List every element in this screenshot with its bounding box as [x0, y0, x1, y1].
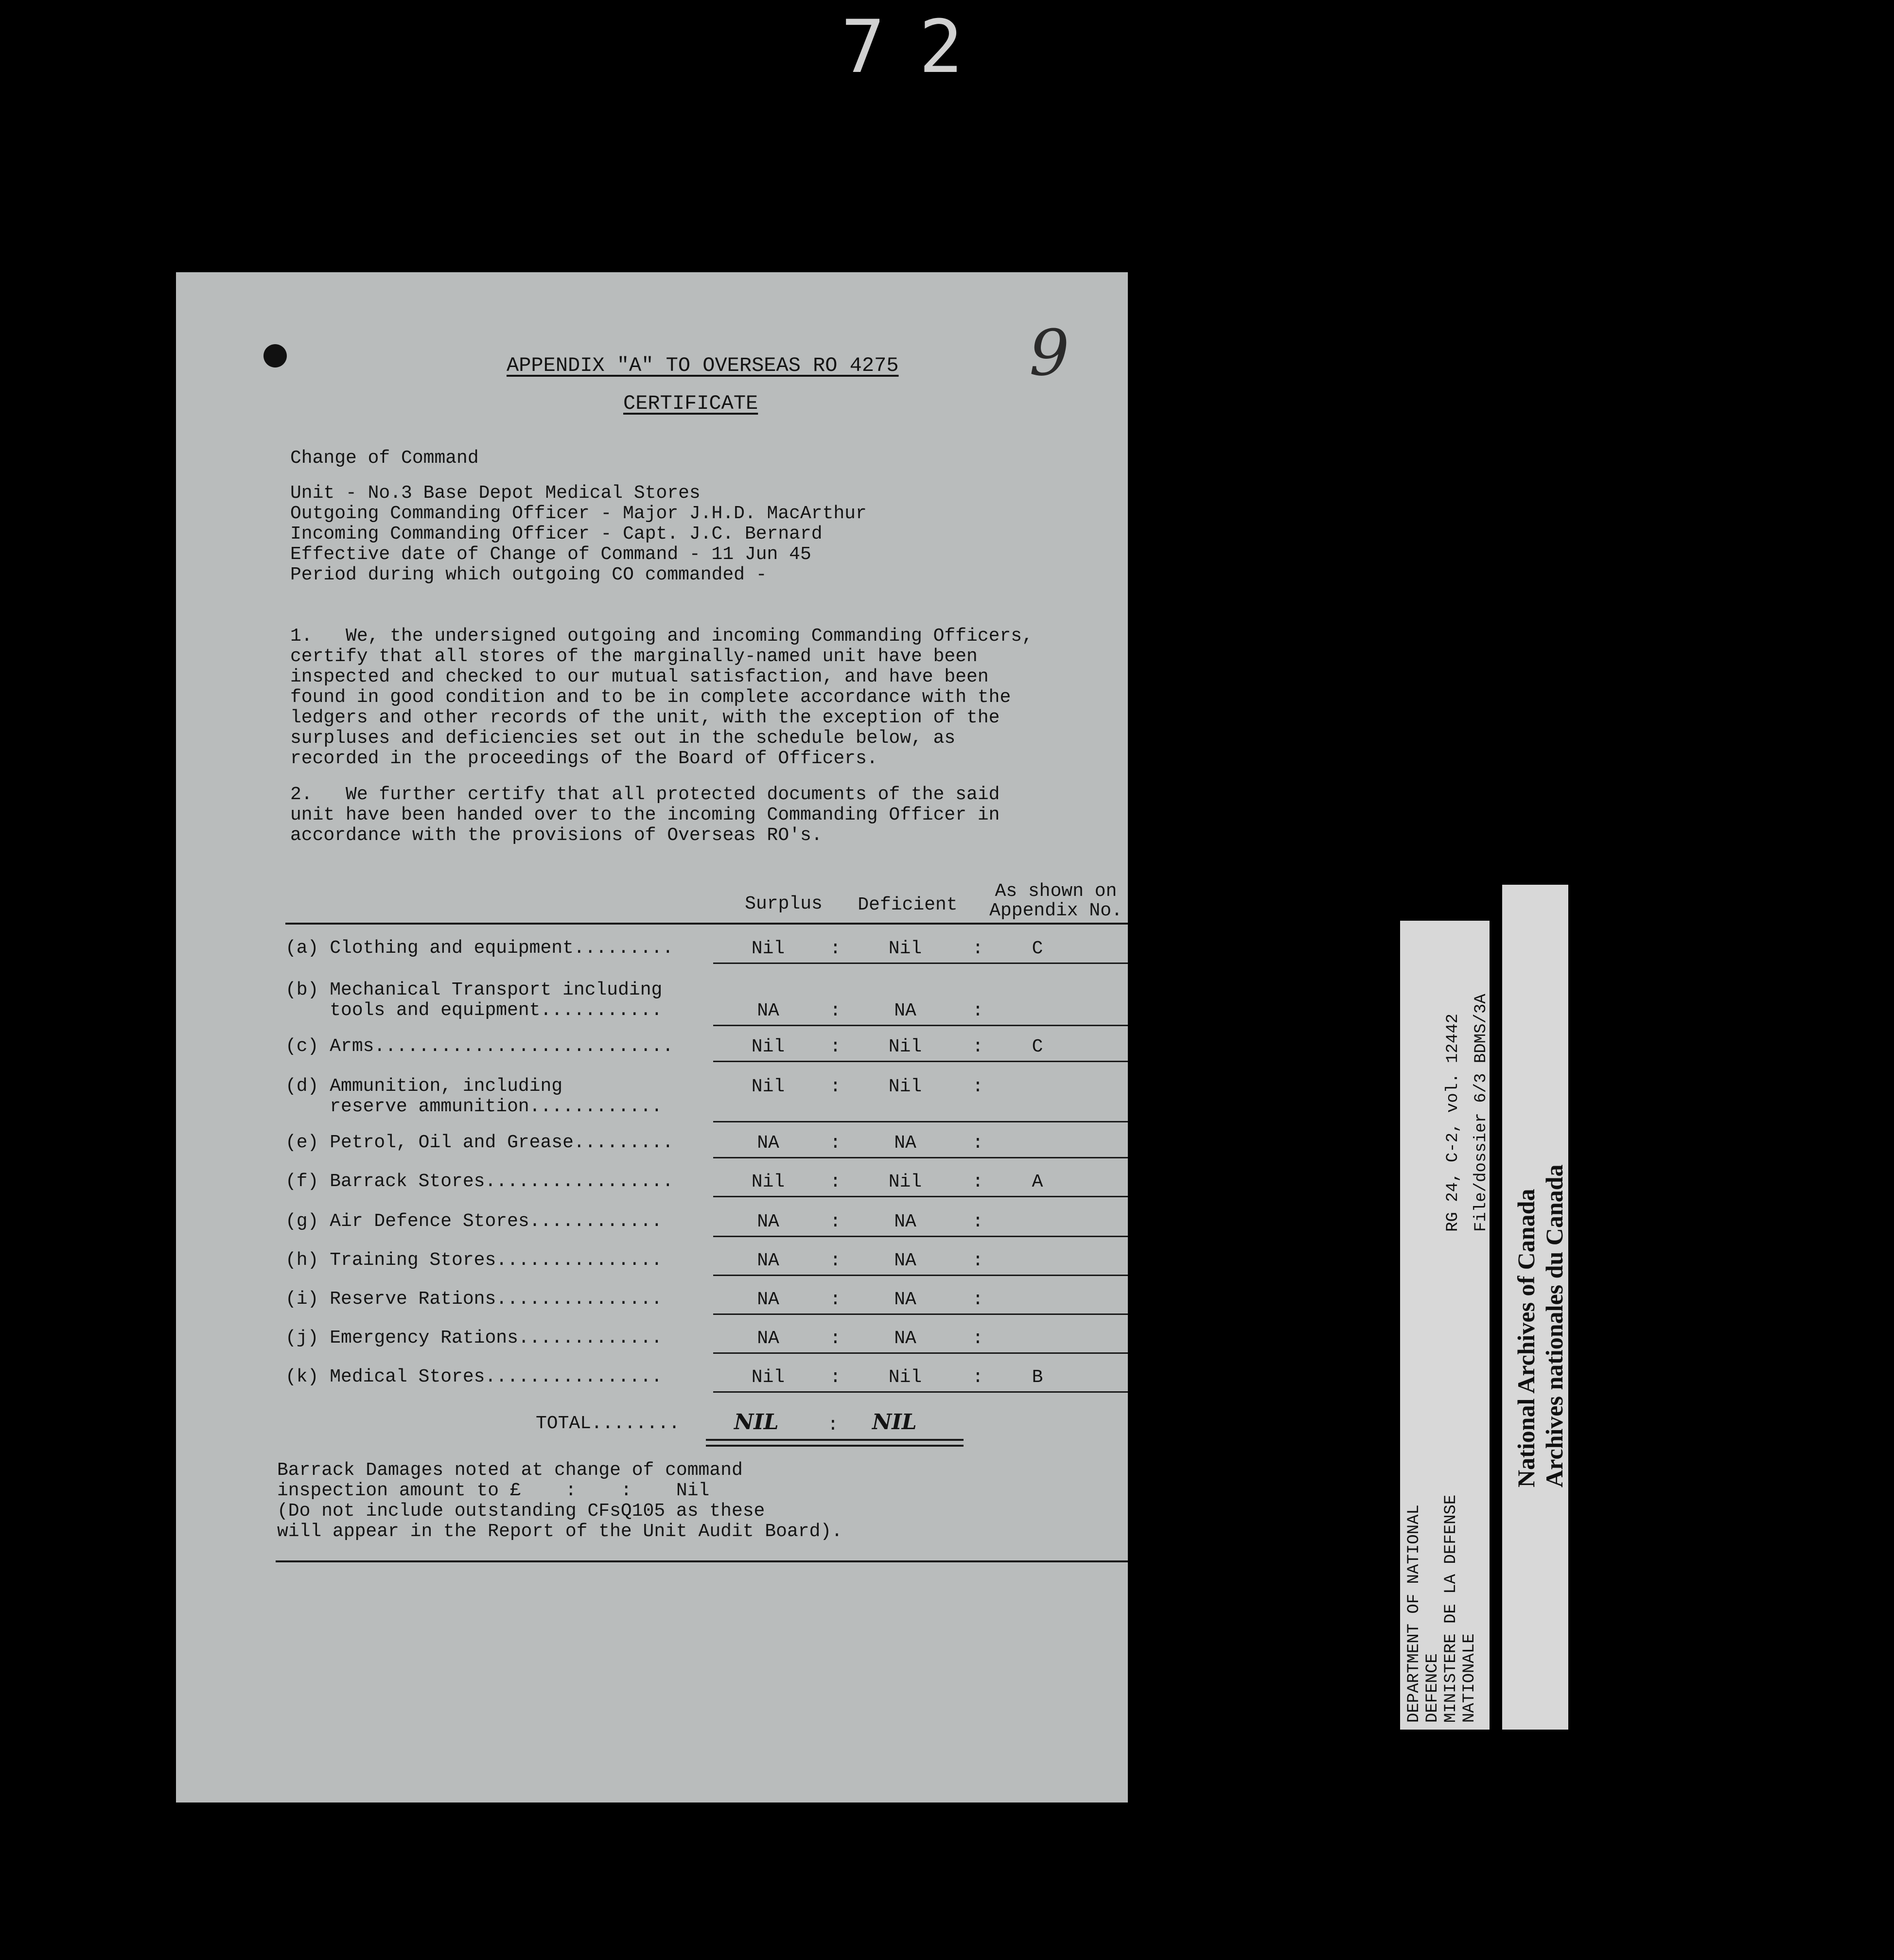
change-of-command-title: Change of Command	[290, 448, 479, 469]
table-header-rule	[285, 923, 1128, 925]
row-rule	[713, 1061, 1128, 1062]
row-rule	[713, 1352, 1128, 1354]
row-separator: :	[972, 938, 983, 959]
row-appendix: B	[1032, 1367, 1043, 1388]
row-label: (i) Reserve Rations...............	[285, 1289, 663, 1310]
row-surplus: NA	[757, 1328, 779, 1349]
archives-stamp-english: National Archives of Canada	[1512, 1189, 1540, 1488]
department-line-3: MINISTERE DE LA DEFENSE	[1442, 1494, 1460, 1723]
row-deficient: Nil	[888, 1036, 922, 1057]
row-surplus: Nil	[751, 938, 785, 959]
row-separator: :	[830, 1328, 841, 1349]
paragraph-1: 1. We, the undersigned outgoing and incoming Commanding Officers, certify that all stores of the marginally-named unit have been inspected and checked to our mutual satisfaction, and have been found in good condition and to be in complete accordance with the ledgers and other records of the unit, with the exception of the surpluses and deficiencies set out in the schedule below, as recorded in the proceedings of the Board of Officers.	[290, 626, 1033, 769]
row-separator: :	[972, 1076, 983, 1097]
total-label: TOTAL........	[536, 1413, 680, 1434]
row-separator: :	[972, 1000, 983, 1021]
row-deficient: Nil	[888, 1367, 922, 1388]
row-surplus: Nil	[751, 1076, 785, 1097]
total-separator: :	[827, 1415, 839, 1435]
archives-stamp	[1502, 885, 1568, 1730]
unit-line: Unit - No.3 Base Depot Medical Stores	[290, 483, 701, 504]
row-separator: :	[972, 1289, 983, 1310]
total-rule-top	[706, 1439, 964, 1441]
row-separator: :	[830, 1133, 841, 1154]
microfilm-frame-number: 72	[841, 5, 997, 89]
row-label: (g) Air Defence Stores............	[285, 1211, 663, 1232]
row-label: (b) Mechanical Transport including tools and equipment...........	[285, 980, 663, 1021]
row-separator: :	[972, 1250, 983, 1271]
row-separator: :	[972, 1367, 983, 1388]
row-separator: :	[972, 1211, 983, 1232]
row-separator: :	[830, 1036, 841, 1057]
effective-date-line: Effective date of Change of Command - 11 Jun 45	[290, 544, 811, 565]
closing-rule	[276, 1560, 1128, 1562]
row-deficient: NA	[894, 1328, 916, 1349]
row-label: (j) Emergency Rations.............	[285, 1328, 663, 1348]
row-separator: :	[830, 938, 841, 959]
department-line-4: NATIONALE	[1460, 1633, 1479, 1723]
archive-reference-label	[1400, 921, 1490, 1730]
row-rule	[713, 1313, 1128, 1315]
row-surplus: Nil	[751, 1036, 785, 1057]
row-deficient: Nil	[888, 938, 922, 959]
row-surplus: NA	[757, 1289, 779, 1310]
column-appendix-line1: As shown on	[995, 881, 1117, 902]
paragraph-2: 2. We further certify that all protected documents of the said unit have been handed over to the incoming Commanding Officer in accordance with the provisions of Overseas RO's.	[290, 784, 1000, 846]
row-separator: :	[830, 1289, 841, 1310]
row-rule	[713, 1157, 1128, 1158]
row-rule	[713, 1121, 1128, 1122]
row-surplus: NA	[757, 1000, 779, 1021]
document-heading: APPENDIX "A" TO OVERSEAS RO 4275	[507, 354, 899, 377]
barrack-damages-note: Barrack Damages noted at change of command inspection amount to £ : : Nil (Do not include outstanding CFsQ105 as these will appear in the Report of the Unit Audit Board).	[277, 1460, 842, 1542]
archives-stamp-french: Archives nationales du Canada	[1541, 1164, 1568, 1488]
row-separator: :	[830, 1172, 841, 1192]
row-separator: :	[830, 1076, 841, 1097]
row-deficient: NA	[894, 1289, 916, 1310]
row-separator: :	[830, 1250, 841, 1271]
folio-number: 9	[1029, 316, 1070, 390]
row-separator: :	[972, 1036, 983, 1057]
row-separator: :	[972, 1328, 983, 1349]
column-deficient: Deficient	[858, 894, 958, 915]
row-rule	[713, 1236, 1128, 1237]
row-deficient: NA	[894, 1211, 916, 1232]
row-rule	[713, 1025, 1128, 1026]
punch-hole	[263, 344, 287, 368]
row-appendix: A	[1032, 1172, 1043, 1192]
row-appendix: C	[1032, 1036, 1043, 1057]
certificate-page	[176, 272, 1128, 1802]
reference-line-2: File/dossier 6/3 BDMS/3A	[1472, 994, 1491, 1232]
reference-line-1: RG 24, C-2, vol. 12442	[1444, 1014, 1462, 1232]
certificate-title: CERTIFICATE	[623, 392, 758, 415]
row-label: (e) Petrol, Oil and Grease.........	[285, 1132, 674, 1153]
row-separator: :	[830, 1367, 841, 1388]
row-surplus: NA	[757, 1211, 779, 1232]
row-label: (a) Clothing and equipment.........	[285, 938, 674, 959]
outgoing-officer-line: Outgoing Commanding Officer - Major J.H.D. MacArthur	[290, 503, 867, 524]
row-rule	[713, 1275, 1128, 1276]
column-surplus: Surplus	[745, 893, 823, 914]
incoming-officer-line: Incoming Commanding Officer - Capt. J.C. Bernard	[290, 524, 823, 544]
row-label: (c) Arms...........................	[285, 1036, 674, 1057]
row-label: (f) Barrack Stores.................	[285, 1171, 674, 1192]
row-deficient: Nil	[888, 1172, 922, 1192]
row-rule	[713, 1196, 1128, 1197]
row-label: (k) Medical Stores................	[285, 1366, 663, 1387]
row-surplus: Nil	[751, 1367, 785, 1388]
row-separator: :	[830, 1211, 841, 1232]
row-separator: :	[830, 1000, 841, 1021]
row-surplus: NA	[757, 1133, 779, 1154]
row-label: (d) Ammunition, including reserve ammunition............	[285, 1076, 663, 1117]
department-line-1: DEPARTMENT OF NATIONAL	[1405, 1505, 1423, 1723]
row-surplus: Nil	[751, 1172, 785, 1192]
row-label: (h) Training Stores...............	[285, 1250, 663, 1271]
total-surplus: NIL	[734, 1410, 779, 1435]
total-rule-bottom	[706, 1445, 964, 1447]
row-deficient: NA	[894, 1133, 916, 1154]
row-appendix: C	[1032, 938, 1043, 959]
row-rule	[713, 962, 1128, 964]
department-line-2: DEFENCE	[1423, 1653, 1442, 1723]
column-appendix-line2: Appendix No.	[989, 900, 1122, 921]
row-separator: :	[972, 1172, 983, 1192]
row-separator: :	[972, 1133, 983, 1154]
row-deficient: NA	[894, 1000, 916, 1021]
row-surplus: NA	[757, 1250, 779, 1271]
period-line: Period during which outgoing CO commanded -	[290, 564, 767, 585]
row-rule	[713, 1391, 1128, 1393]
total-deficient: NIL	[872, 1410, 917, 1435]
row-deficient: NA	[894, 1250, 916, 1271]
row-deficient: Nil	[888, 1076, 922, 1097]
